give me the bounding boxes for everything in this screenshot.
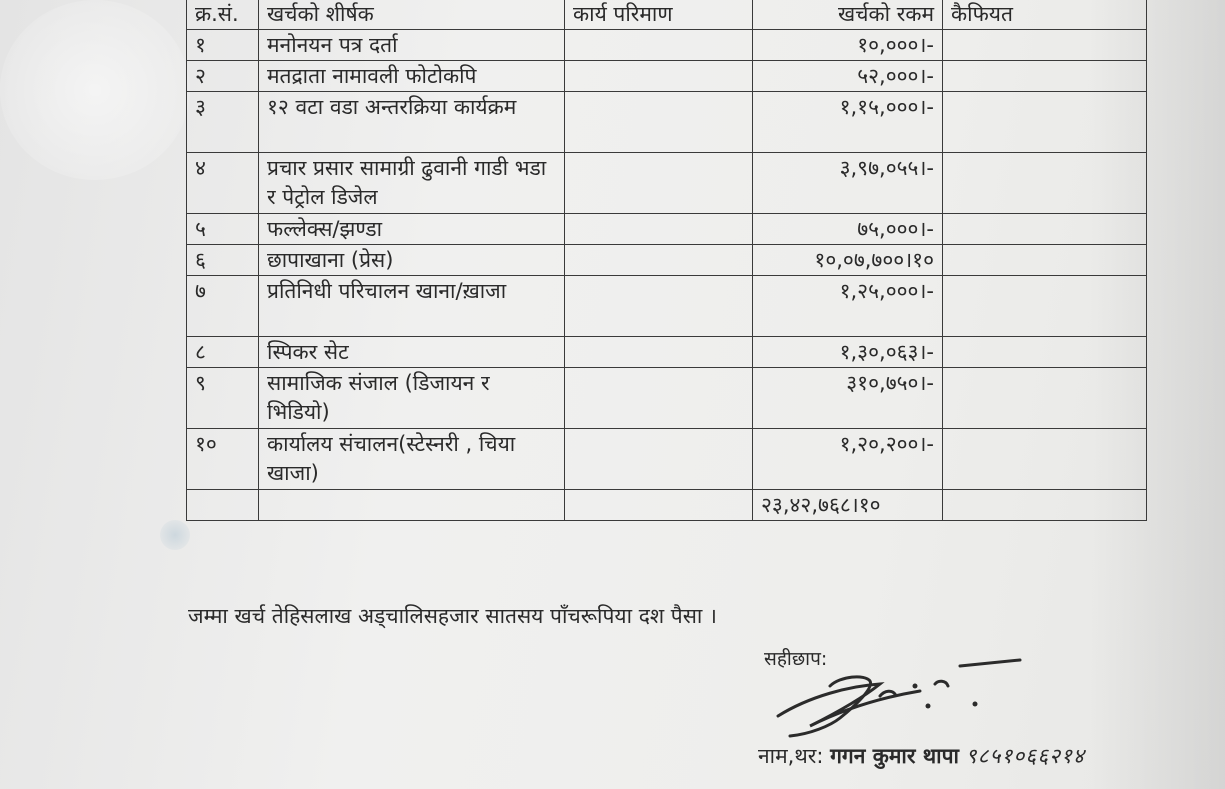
cell-title: प्रतिनिधी परिचालन खाना/ख़ाजा <box>259 276 565 337</box>
cell-amount: १,२०,२००।- <box>753 429 943 490</box>
cell-quantity <box>565 368 753 429</box>
cell-title: प्रचार प्रसार सामाग्री ढुवानी गाडी भडा र पेट्रोल डिजेल <box>259 153 565 214</box>
cell-quantity <box>565 245 753 276</box>
cell-quantity <box>565 61 753 92</box>
cell-amount: ७५,०००।- <box>753 214 943 245</box>
cell-remarks <box>943 429 1147 490</box>
cell-quantity <box>565 30 753 61</box>
header-title: खर्चको शीर्षक <box>259 0 565 30</box>
name-line <box>758 742 1085 770</box>
cell-title: छापाखाना (प्रेस) <box>259 245 565 276</box>
cell-remarks <box>943 245 1147 276</box>
cell-amount: १,१५,०००।- <box>753 92 943 153</box>
header-remarks: कैफियत <box>943 0 1147 30</box>
glare <box>0 0 190 180</box>
cell-quantity <box>565 214 753 245</box>
total-in-words: जम्मा खर्च तेहिसलाख अड्चालिसहजार सातसय पाँचरूपिया दश पैसा । <box>188 604 718 628</box>
table-row <box>187 245 1147 276</box>
cell-quantity <box>565 92 753 153</box>
table-header-row <box>187 0 1147 30</box>
cell-remarks <box>943 30 1147 61</box>
cell-title: मनोनयन पत्र दर्ता <box>259 30 565 61</box>
cell-quantity <box>565 153 753 214</box>
table-row <box>187 153 1147 214</box>
cell-remarks <box>943 337 1147 368</box>
cell-empty <box>565 490 753 521</box>
smudge <box>160 520 190 550</box>
cell-sn: ७ <box>187 276 259 337</box>
cell-sn: ६ <box>187 245 259 276</box>
cell-remarks <box>943 276 1147 337</box>
cell-remarks <box>943 214 1147 245</box>
cell-title: कार्यालय संचालन(स्टेस्नरी , चिया खाजा) <box>259 429 565 490</box>
name-label: नाम,थर: <box>758 744 824 768</box>
header-quantity: कार्य परिमाण <box>565 0 753 30</box>
table-row <box>187 337 1147 368</box>
cell-amount: ३,९७,०५५।- <box>753 153 943 214</box>
cell-title: मतद्राता नामावली फोटोकपि <box>259 61 565 92</box>
table-row <box>187 368 1147 429</box>
cell-sn: ८ <box>187 337 259 368</box>
table-row <box>187 92 1147 153</box>
cell-quantity <box>565 337 753 368</box>
cell-empty <box>943 490 1147 521</box>
cell-sn: ३ <box>187 92 259 153</box>
cell-remarks <box>943 368 1147 429</box>
table-total-row <box>187 490 1147 521</box>
table-row <box>187 61 1147 92</box>
cell-empty <box>187 490 259 521</box>
signature-label: सहीछाप: <box>764 648 828 670</box>
cell-amount: ३१०,७५०।- <box>753 368 943 429</box>
cell-title: स्पिकर सेट <box>259 337 565 368</box>
cell-sn: ९ <box>187 368 259 429</box>
cell-title: १२ वटा वडा अन्तरक्रिया कार्यक्रम <box>259 92 565 153</box>
total-amount: २३,४२,७६८।१० <box>753 490 943 521</box>
header-sn: क्र.सं. <box>187 0 259 30</box>
cell-sn: १ <box>187 30 259 61</box>
cell-remarks <box>943 92 1147 153</box>
cell-quantity <box>565 276 753 337</box>
cell-amount: ५२,०००।- <box>753 61 943 92</box>
cell-amount: १०,०००।- <box>753 30 943 61</box>
cell-amount: १,२५,०००।- <box>753 276 943 337</box>
cell-sn: २ <box>187 61 259 92</box>
cell-sn: ४ <box>187 153 259 214</box>
cell-title: फल्लेक्स/झण्डा <box>259 214 565 245</box>
cell-amount: १०,०७,७००।१० <box>753 245 943 276</box>
cell-remarks <box>943 153 1147 214</box>
cell-empty <box>259 490 565 521</box>
signature-mark <box>770 656 1030 746</box>
cell-sn: १० <box>187 429 259 490</box>
expense-table-container <box>186 0 1147 521</box>
header-amount: खर्चको रकम <box>753 0 943 30</box>
signer-phone: ९८५१०६६२१४ <box>965 744 1085 768</box>
cell-amount: १,३०,०६३।- <box>753 337 943 368</box>
table-row <box>187 30 1147 61</box>
table-row <box>187 429 1147 490</box>
cell-remarks <box>943 61 1147 92</box>
cell-quantity <box>565 429 753 490</box>
table-row <box>187 276 1147 337</box>
cell-title: सामाजिक संजाल (डिजायन र भिडियो) <box>259 368 565 429</box>
cell-sn: ५ <box>187 214 259 245</box>
table-row <box>187 214 1147 245</box>
expense-table <box>186 0 1147 521</box>
signer-name: गगन कुमार थापा <box>830 744 959 768</box>
